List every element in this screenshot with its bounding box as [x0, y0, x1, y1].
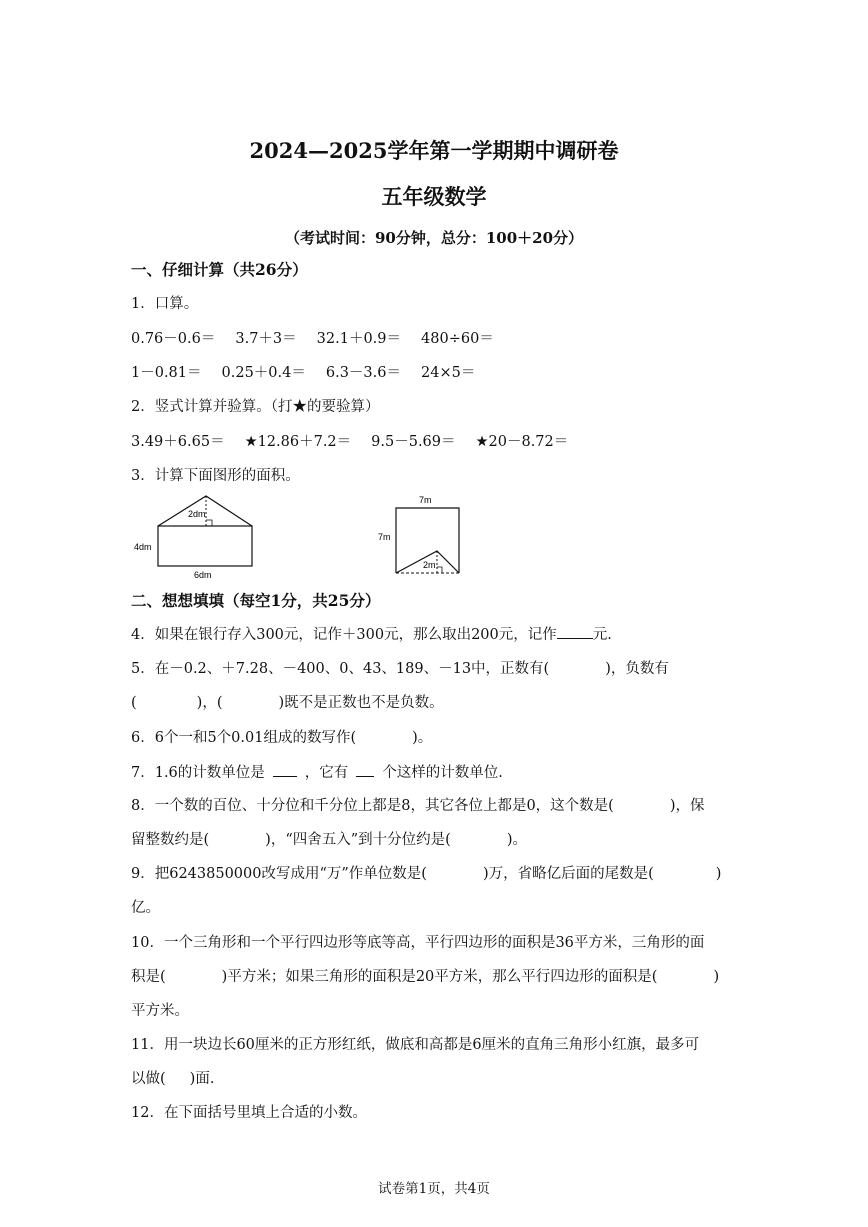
q2-row: [131, 432, 568, 452]
q8-text: )，保: [669, 798, 705, 814]
figure2-right-angle: [437, 567, 442, 573]
figure-square-shape: [375, 491, 465, 577]
q9-text: ): [715, 866, 722, 882]
page-footer: 试卷第1页，共4页: [378, 1181, 490, 1197]
q7-text: 7．1.6的计数单位是: [131, 765, 265, 781]
q9-line2: 亿。: [131, 900, 160, 916]
q10-line3: 平方米。: [131, 1003, 189, 1019]
q8-text: )。: [506, 832, 527, 848]
q1-item: 1－0.81＝: [131, 365, 202, 381]
q2-item: ★20－8.72＝: [475, 434, 569, 450]
q11-line2: [131, 1069, 214, 1089]
answer-blank[interactable]: [557, 624, 593, 639]
q5-text: )，负数有: [605, 661, 669, 677]
q1-item: 3.7＋3＝: [235, 331, 297, 347]
figure2-top-label: 7m: [419, 495, 432, 505]
q3-label: 3．计算下面图形的面积。: [131, 468, 300, 484]
q2-item: ★12.86＋7.2＝: [244, 434, 352, 450]
q9-line1: [131, 864, 721, 884]
answer-blank[interactable]: [273, 762, 297, 777]
q6-text: 6．6个一和5个0.01组成的数写作(: [131, 730, 357, 746]
q1-item: 32.1＋0.9＝: [316, 331, 402, 347]
q7-text: 个这样的计数单位.: [382, 765, 503, 781]
q6-text: )。: [412, 730, 433, 746]
q8-text: )，“四舍五入”到十分位约是(: [265, 832, 451, 848]
q1-item: 24×5＝: [421, 365, 476, 381]
q2-item: 9.5－5.69＝: [371, 434, 456, 450]
q5-text: (: [131, 695, 137, 711]
page-subtitle: 五年级数学: [381, 184, 487, 209]
q4-text: 4．如果在银行存入300元，记作＋300元，那么取出200元，记作: [131, 627, 557, 643]
q10-text: ): [713, 969, 720, 985]
figure1-rectangle: [158, 526, 252, 566]
answer-blank[interactable]: [356, 762, 374, 777]
q11-text: 以做(: [131, 1071, 166, 1087]
q8-line2: [131, 830, 527, 850]
q10-line2: [131, 967, 719, 987]
q5-text: )既不是正数也不是负数。: [278, 695, 444, 711]
q12: 12．在下面括号里填上合适的小数。: [131, 1105, 367, 1121]
q6: [131, 728, 432, 748]
q5-text: 5．在－0.2、＋7.28、－400、0、43、189、－13中，正数有(: [131, 661, 550, 677]
q5-line1: [131, 659, 669, 679]
figure1-right-angle: [206, 520, 212, 526]
q11-text: )面.: [189, 1071, 215, 1087]
q2-item: 3.49＋6.65＝: [131, 434, 225, 450]
q1-label: 1．口算。: [131, 296, 199, 312]
figure1-height-label: 2dm: [188, 509, 206, 519]
q11-line1: 11．用一块边长60厘米的正方形红纸，做底和高都是6厘米的直角三角形小红旗，最多可: [131, 1037, 700, 1053]
q8-text: 8．一个数的百位、十分位和千分位上都是8，其它各位上都是0，这个数是(: [131, 798, 614, 814]
q7: [131, 762, 503, 783]
q4: [131, 624, 612, 645]
q1-row1: [131, 329, 494, 349]
exam-info: （考试时间：90分钟，总分：100＋20分）: [284, 229, 584, 247]
q8-text: 留整数约是(: [131, 832, 210, 848]
q1-item: 0.25＋0.4＝: [221, 365, 306, 381]
figure2-side-label: 7m: [378, 532, 391, 542]
q10-line1: 10．一个三角形和一个平行四边形等底等高，平行四边形的面积是36平方米，三角形的面: [131, 935, 705, 951]
figure1-side-label: 4dm: [134, 542, 152, 552]
section2-heading: 二、想想填填（每空1分，共25分）: [131, 591, 381, 610]
q1-item: 6.3－3.6＝: [325, 365, 401, 381]
q8-line1: [131, 796, 705, 816]
q7-text: ，它有: [304, 765, 349, 781]
q4-text-end: 元.: [592, 627, 612, 643]
q5-line2: [131, 693, 444, 713]
q5-text: )，(: [196, 695, 223, 711]
q1-item: 0.76－0.6＝: [131, 331, 216, 347]
figure2-inner-label: 2m: [423, 560, 436, 570]
figure1-base-label: 6dm: [194, 570, 212, 580]
q1-item: 480÷60＝: [421, 331, 494, 347]
q9-text: )万，省略亿后面的尾数是(: [482, 866, 654, 882]
q10-text: )平方米；如果三角形的面积是20平方米，那么平行四边形的面积是(: [221, 969, 658, 985]
q9-text: 9．把6243850000改写成用“万”作单位数是(: [131, 866, 427, 882]
q10-text: 积是(: [131, 969, 166, 985]
q2-label: 2．竖式计算并验算。（打★的要验算）: [131, 399, 380, 415]
figure-house-shape: [130, 492, 260, 584]
q1-row2: [131, 363, 475, 383]
page-title: 2024—2025学年第一学期期中调研卷: [249, 138, 619, 163]
section1-heading: 一、仔细计算（共26分）: [131, 260, 308, 279]
